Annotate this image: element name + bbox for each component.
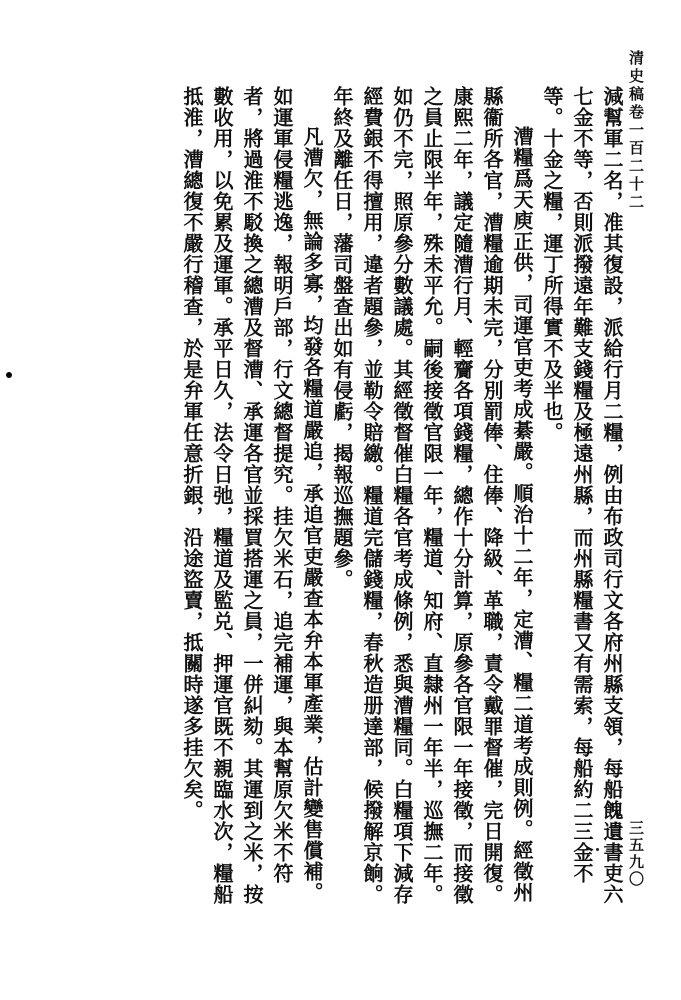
paragraph-2: 漕糧爲天庾正供，司運官吏考成綦嚴。順治十二年，定漕、糧二道考成則例。經徵州縣衞所各官，漕糧逾期未完，分別罰俸、住俸、降級、革職，責令戴罪督催，完日開復。康熙二年，議定隨漕行月、輕齎各項錢糧，總作十分計算，原參各官限一年接徵，而接徵之員止限半年，殊未平允。嗣後接徵官限一年，糧道、知府、直隸州一年半，巡撫二年。如仍不完，照原參分數議處。其經徵督催白糧各官考成條例，悉與漕糧同。白糧項下減存經費銀不得擅用，違者題參，並勒令賠繳。糧道完儲錢糧，春秋造册達部，候撥解京餉。年終及離任日，藩司盤查出如有侵虧，揭報巡撫題參。	[330, 86, 534, 905]
paragraph-1: 減幫軍二名，准其復設，派給行月二糧，例由布政司行文各府州縣支領，每船餽遺書吏六七金不等，否則派撥遠年難支錢糧及極遠州縣，而州縣糧書又有需索，每船約二三金不等。十金之糧，運丁所得實不及半也。	[540, 86, 624, 905]
page-number: 三五九〇	[627, 820, 645, 888]
paragraph-3: 凡漕欠，無論多寡，均發各糧道嚴追，承追官吏嚴查本弁本軍產業，估計變售償補。如運軍侵糧逃逸，報明戶部，行文總督提究。挂欠米石，追完補運，與本幫原欠米不符者，將過淮不駁換之總漕及督漕、承運各官並採買搭運之員，一併糾劾。其運到之米，按數收用，以免累及運軍。承平日久，法令日弛，糧道及監兑、押運官既不親臨水次，糧船抵淮，漕總復不嚴行稽查，於是弁軍任意折銀，沿途盜賣，抵關時遂多挂欠矣。	[180, 86, 324, 905]
running-header-title: 清史稿卷一百二十二	[627, 50, 645, 212]
main-text-block	[82, 86, 627, 916]
ink-speck	[596, 848, 599, 851]
scan-mark	[6, 372, 12, 378]
